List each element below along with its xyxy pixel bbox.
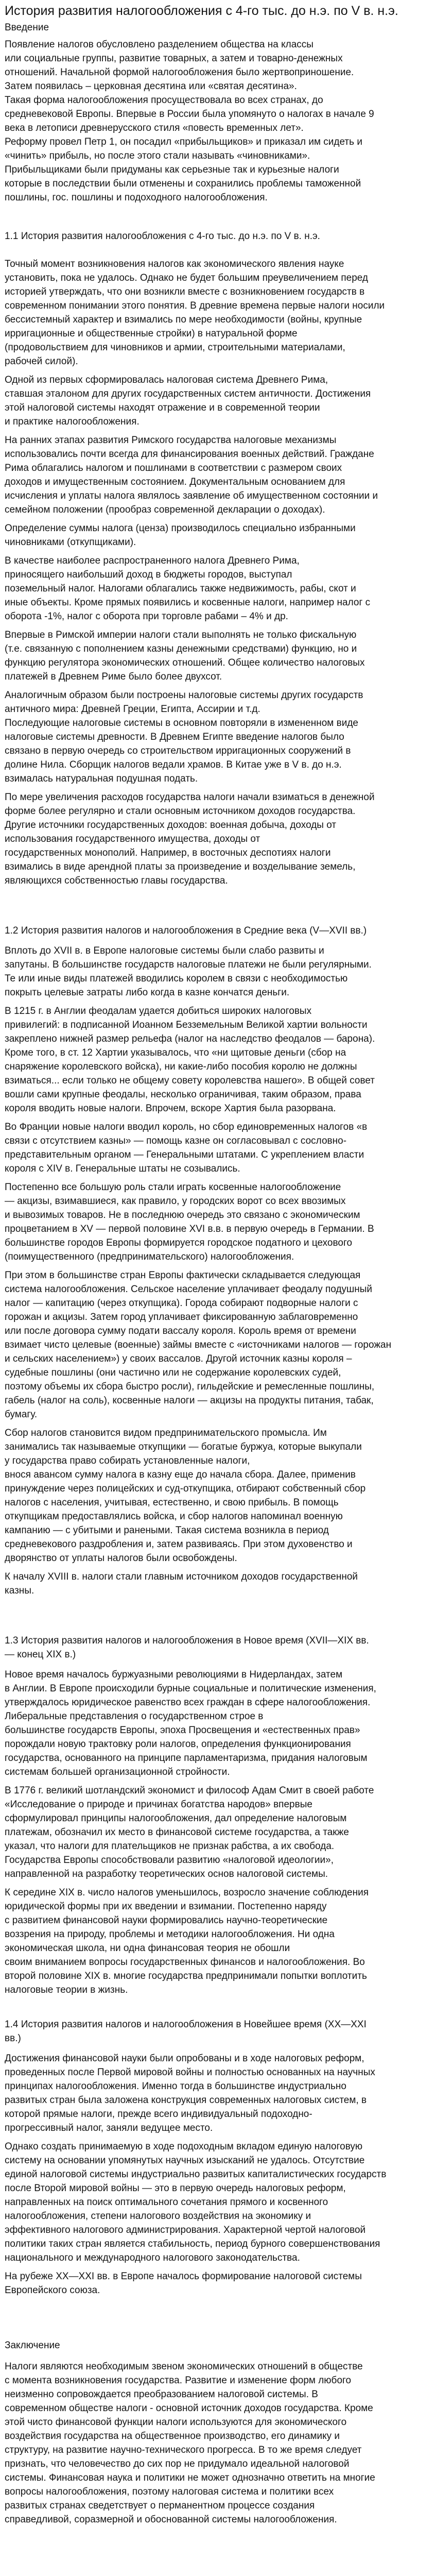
paragraph: Точный момент возникновения налогов как экономического явления науке установить, пока не удалось. Однако не будет большим преувеличением перед историей утверждать, что они возникли вместе с возникновением государств в современном понимании этого понятия. В древние времена первые налоги носили бессистемный характер и взимались по мере необходимости (войны, крупные ирригационные и общественные стройки) в натуральной форме (продовольствием для чиновников и армии, строительными материалами, рабочей силой). (5, 259, 385, 367)
paragraph: К началу XVIII в. налоги стали главным источником доходов государственной казны. (5, 1571, 358, 1596)
paragraph: В 1776 г. великий шотландский экономист и философ Адам Смит в своей работе «Исследование о природе и причинах богатства народов» впервые сформулировал принципы налогообложения, дал определение налоговым платежам, обозначил их место в финансовой системе государства, а также указал, что налоги для плательщиков не признак рабства, а их свобода. Государства Европы способствовали развитию «налоговой идеологии», направленной на разработку теоретических основ налоговой системы. (5, 1785, 374, 1879)
paragraph: Однако создать принимаемую в ходе подоходным вкладом единую налоговую систему на основании упомянутых научных изысканий не удалось. Отсутствие единой налоговой системы индустриально развитых капиталистических государств после Второй мировой войны — это в первую очередь налоговых реформ, направленных на поиск оптимального сочетания прямого и косвенного налогообложения, степени налогового воздействия на экономику и эффективного налогового администрирования. Характерной чертой налоговой политики таких стран является стабильность, период бурного совершенствования национального и международного налогового законодательства. (5, 2141, 387, 2263)
paragraph: Впервые в Римской империи налоги стали выполнять не только фискальную (т.е. связанную с пополнением казны денежными средствами) функцию, но и функцию регулятора экономических отношений. Общее количество налоговых платежей в Древнем Риме было более двухсот. (5, 630, 365, 682)
paragraph: В 1215 г. в Англии феодалам удается добиться широких налоговых привилегий: в подписанной Иоанном Безземельным Великой хартии вольности закреплено нижней размер рельефа (налог на наследство феодалов — барона). Кроме того, в ст. 12 Хартии указывалось, что «ни щитовые деньги (сбор на снаряжение королевского войска), ни какие-либо пособия королю не должны взиматься... если только не общему совету королевства нашего». В общей совет вошли сами крупные феодалы, несколько ограничивая, таким образом, права короля вводить новые налоги. Впрочем, вскоре Хартия была разорвана. (5, 1006, 375, 1114)
paragraph: К середине XIX в. число налогов уменьшилось, возросло значение соблюдения юридической формы при их введении и взимании. Постепенно наряду с развитием финансовой науки формировались научно-теоретические воззрения на природу, проблемы и методики налогообложения. Ни одна экономическая школа, ни одна финансовая теория не обошли своим вниманием вопросы государственных финансов и налогообложения. Во второй половине XIX в. многие государства предпринимали попытки воплотить налоговые теории в жизнь. (5, 1887, 369, 1995)
paragraph: Аналогичным образом были построены налоговые системы других государств античного мира: Древней Греции, Египта, Ассирии и т.д. Последующие налоговые системы в основном повторяли в измененном виде налоговые системы древности. В Древнем Египте введение налогов было связано в первую очередь со строительством ирригационных сооружений в долине Нила. Сборщик налогов ведали храмов. В Китае уже в V в. до н.э. взималась натуральная подушная подать. (5, 690, 363, 784)
paragraph: На ранних этапах развития Римского государства налоговые механизмы использовались почти всегда для финансирования военных действий. Граждане Рима облагались налогом и пошлинами в соответствии с размером своих доходов и имущественным состоянием. Документальным основанием для исчисления и уплаты налога являлось заявление об имущественном состоянии и семейном положении (прообраз современной декларации о доходах). (5, 435, 378, 515)
paragraph: На рубеже XX—XXI вв. в Европе началось формирование налоговой системы Европейского союза. (5, 2271, 362, 2296)
introduction-paragraph: Появление налогов обусловлено разделением общества на классы или социальные группы, развитие товарных, а затем и товарно-денежных отношений. Начальной формой налогообложения было жертвоприношение. Затем появилась – церковная десятина или «святая десятина». Такая форма налогообложения просуществовала во всех странах, до средневековой Европы. Впервые в России была упомянуто о налогах в начале 9 века в летописи древнерусского стиля «повесть временных лет». Реформу провел Петр 1, он посадил «прибыльщиков» и приказал им сидеть и «чинить» прибыль, но после этого стали называть «чиновниками». Прибыльщиками были придуманы как серьезные так и курьезные налоги которые в последствии были отменены и сохранились проблемы таможенной пошлины, гос. пошлины и подоходного налогообложения. (5, 39, 374, 203)
introduction-section (5, 21, 431, 205)
paragraph: Одной из первых сформировалась налоговая система Древнего Рима, ставшая эталоном для других государственных систем античности. Достижения этой налоговой системы находят отражение и в современной теории и практике налогообложения. (5, 375, 371, 427)
paragraph: При этом в большинстве стран Европы фактически складывается следующая система налогообложения. Сельское население уплачивает феодалу подушный налог — капитацию (через откупщика). Города собирают подворные налоги с горожан и акцизы. Затем город уплачивает фиксированную заблаговременно или после договора сумму подати вассалу короля. Король время от времени взимает чисто целевые (военные) займы вместе с «источниками налогов — горожан и сельских населением») у своих вассалов. Другой источник казны короля – судебные пошлины (они частично или не содержание королевских судей, поэтому объемы их сбора быстро росли), гильдейские и ремесленные пошлины, габель (налог на соль), косвенные налоги — акцизы на продукты питания, табак, бумагу. (5, 1270, 392, 1420)
paragraph: Постепенно все большую роль стали играть косвенные налогообложение — акцизы, взимавшиеся, как правило, у городских ворот со всех ввозимых и вывозимых товаров. Не в последнюю очередь это связано с экономическим процветанием в XV — первой половине XVI в.в. в первую очередь в Германии. В большинстве городов Европы формируется городское податного и цехового (поимущественного (предпринимательского) налогообложения. (5, 1182, 374, 1262)
conclusion-heading: Заключение (5, 2340, 60, 2351)
section-1-1 (5, 229, 431, 888)
paragraph: Достижения финансовой науки были опробованы и в ходе налоговых реформ, проведенных после Первой мировой войны и полностью основанных на научных принципах налогообложения. Именно тогда в большинстве индустриально развитых стран была заложена конструкция современных налоговых систем, в которой прямые налоги, прежде всего индивидуальный подоходно- прогрессивный налог, заняли ведущее место. (5, 2053, 375, 2133)
section-heading: 1.1 История развития налогообложения с 4-го тыс. до н.э. по V в. н.э. (5, 231, 320, 242)
section-1-3 (5, 1634, 431, 1997)
paragraph: Во Франции новые налоги вводил король, но сбор единовременных налогов «в связи с отсутствием казны» — помощь казне он согласовывал с сословно- представительным органом — Генеральными штатами. С укреплением власти короля с XIV в. Генеральные штаты не созывались. (5, 1122, 368, 1174)
document-title: История развития налогообложения с 4-го тыс. до н.э. по V в. н.э. (5, 4, 398, 18)
paragraph: Определение суммы налога (ценза) производилось специально избранными чиновниками (откупщиками). (5, 523, 356, 548)
paragraph: Сбор налогов становится видом предпринимательского промысла. Им занимались так называемые откупщики — богатые буржуа, которые выкупали у государства право собирать установленные налоги, внося авансом сумму налога в казну еще до начала сбора. Далее, применив принуждение через полицейских и суд-откупщика, отбирают собственный сбор налогов с населения, учитывая, естественно, и свою прибыль. В помощь откупщикам предоставлялись войска, и сбор налогов напоминал военную кампанию — с убитыми и ранеными. Такая система возникла в период средневекового раздробления и, затем развиваясь. При этом духовенство и дворянство от уплаты налогов были освобождены. (5, 1428, 366, 1564)
introduction-heading: Введение (5, 22, 49, 33)
paragraph: По мере увеличения расходов государства налоги начали взиматься в денежной форме более регулярно и стали основным источником доходов государства. Другие источники государственных доходов: военная добыча, доходы от использования государственного имущества, доходы от государственных монополий. Например, в восточных деспотиях налоги взимались в виде арендной платы за произведение и возделывание земель, являющихся собственностью главы государства. (5, 792, 375, 886)
section-1-2 (5, 924, 431, 1598)
section-heading: 1.4 История развития налогов и налогообложения в Новейшее время (XX—XXI вв.) (5, 2019, 367, 2044)
paragraph: Новое время началось буржуазными революциями в Нидерландах, затем в Англии. В Европе происходили бурные социальные и политические изменения, утверждалось юридическое равенство всех граждан в сфере налогообложения. Либеральные представления о государственном строе в большинстве государств Европы, эпоха Просвещения и «естественных прав» порождали новую трактовку роли налогов, определения функционирования государства, основанного на принципе парламентаризма, придания налоговым системам большей организационной стройности. (5, 1669, 376, 1777)
section-heading: 1.3 История развития налогов и налогообложения в Новое время (XVII—XIX вв. — конец XIX в.) (5, 1635, 369, 1660)
section-heading: 1.2 История развития налогов и налогообложения в Средние века (V—XVII вв.) (5, 925, 367, 936)
conclusion-paragraph: Налоги являются необходимым звеном экономических отношений в обществе с момента возникновения государства. Развитие и изменение форм любого неизменно сопровождается преобразованием налоговой системы. В современном обществе налоги - основной источник доходов государства. Кроме этой чисто финансовой функции налоги используются для экономического воздействия государства на общественное производство, его динамику и структуру, на развитие научно-технического прогресса. В то же время следует признать, что человечество до сих пор не придумало идеальной налоговой системы. Финансовая наука и политики не может однозначно ответить на многие вопросы налогообложения, поэтому налоговая система и политики всех развитых странах сведетствует о перманентном процессе создания справедливой, соразмерной и обоснованной системы налогообложения. (5, 2361, 375, 2525)
paragraph: Вплоть до XVII в. в Европе налоговые системы были слабо развиты и запутаны. В большинстве государств налоговые платежи не были регулярными. Те или иные виды платежей вводились королем в связи с необходимостью покрыть целевые затраты либо когда в казне кончатся деньги. (5, 945, 372, 998)
section-1-4 (5, 2018, 431, 2297)
conclusion-section (5, 2338, 431, 2527)
paragraph: В качестве наиболее распространенного налога Древнего Рима, приносящего наибольший доход в бюджеты городов, выступал поземельный налог. Налогами облагались также недвижимость, рабы, скот и иные объекты. Кроме прямых появились и косвенные налоги, например налог с оборота -1%, налог с оборота при торговле рабами – 4% и др. (5, 555, 371, 622)
